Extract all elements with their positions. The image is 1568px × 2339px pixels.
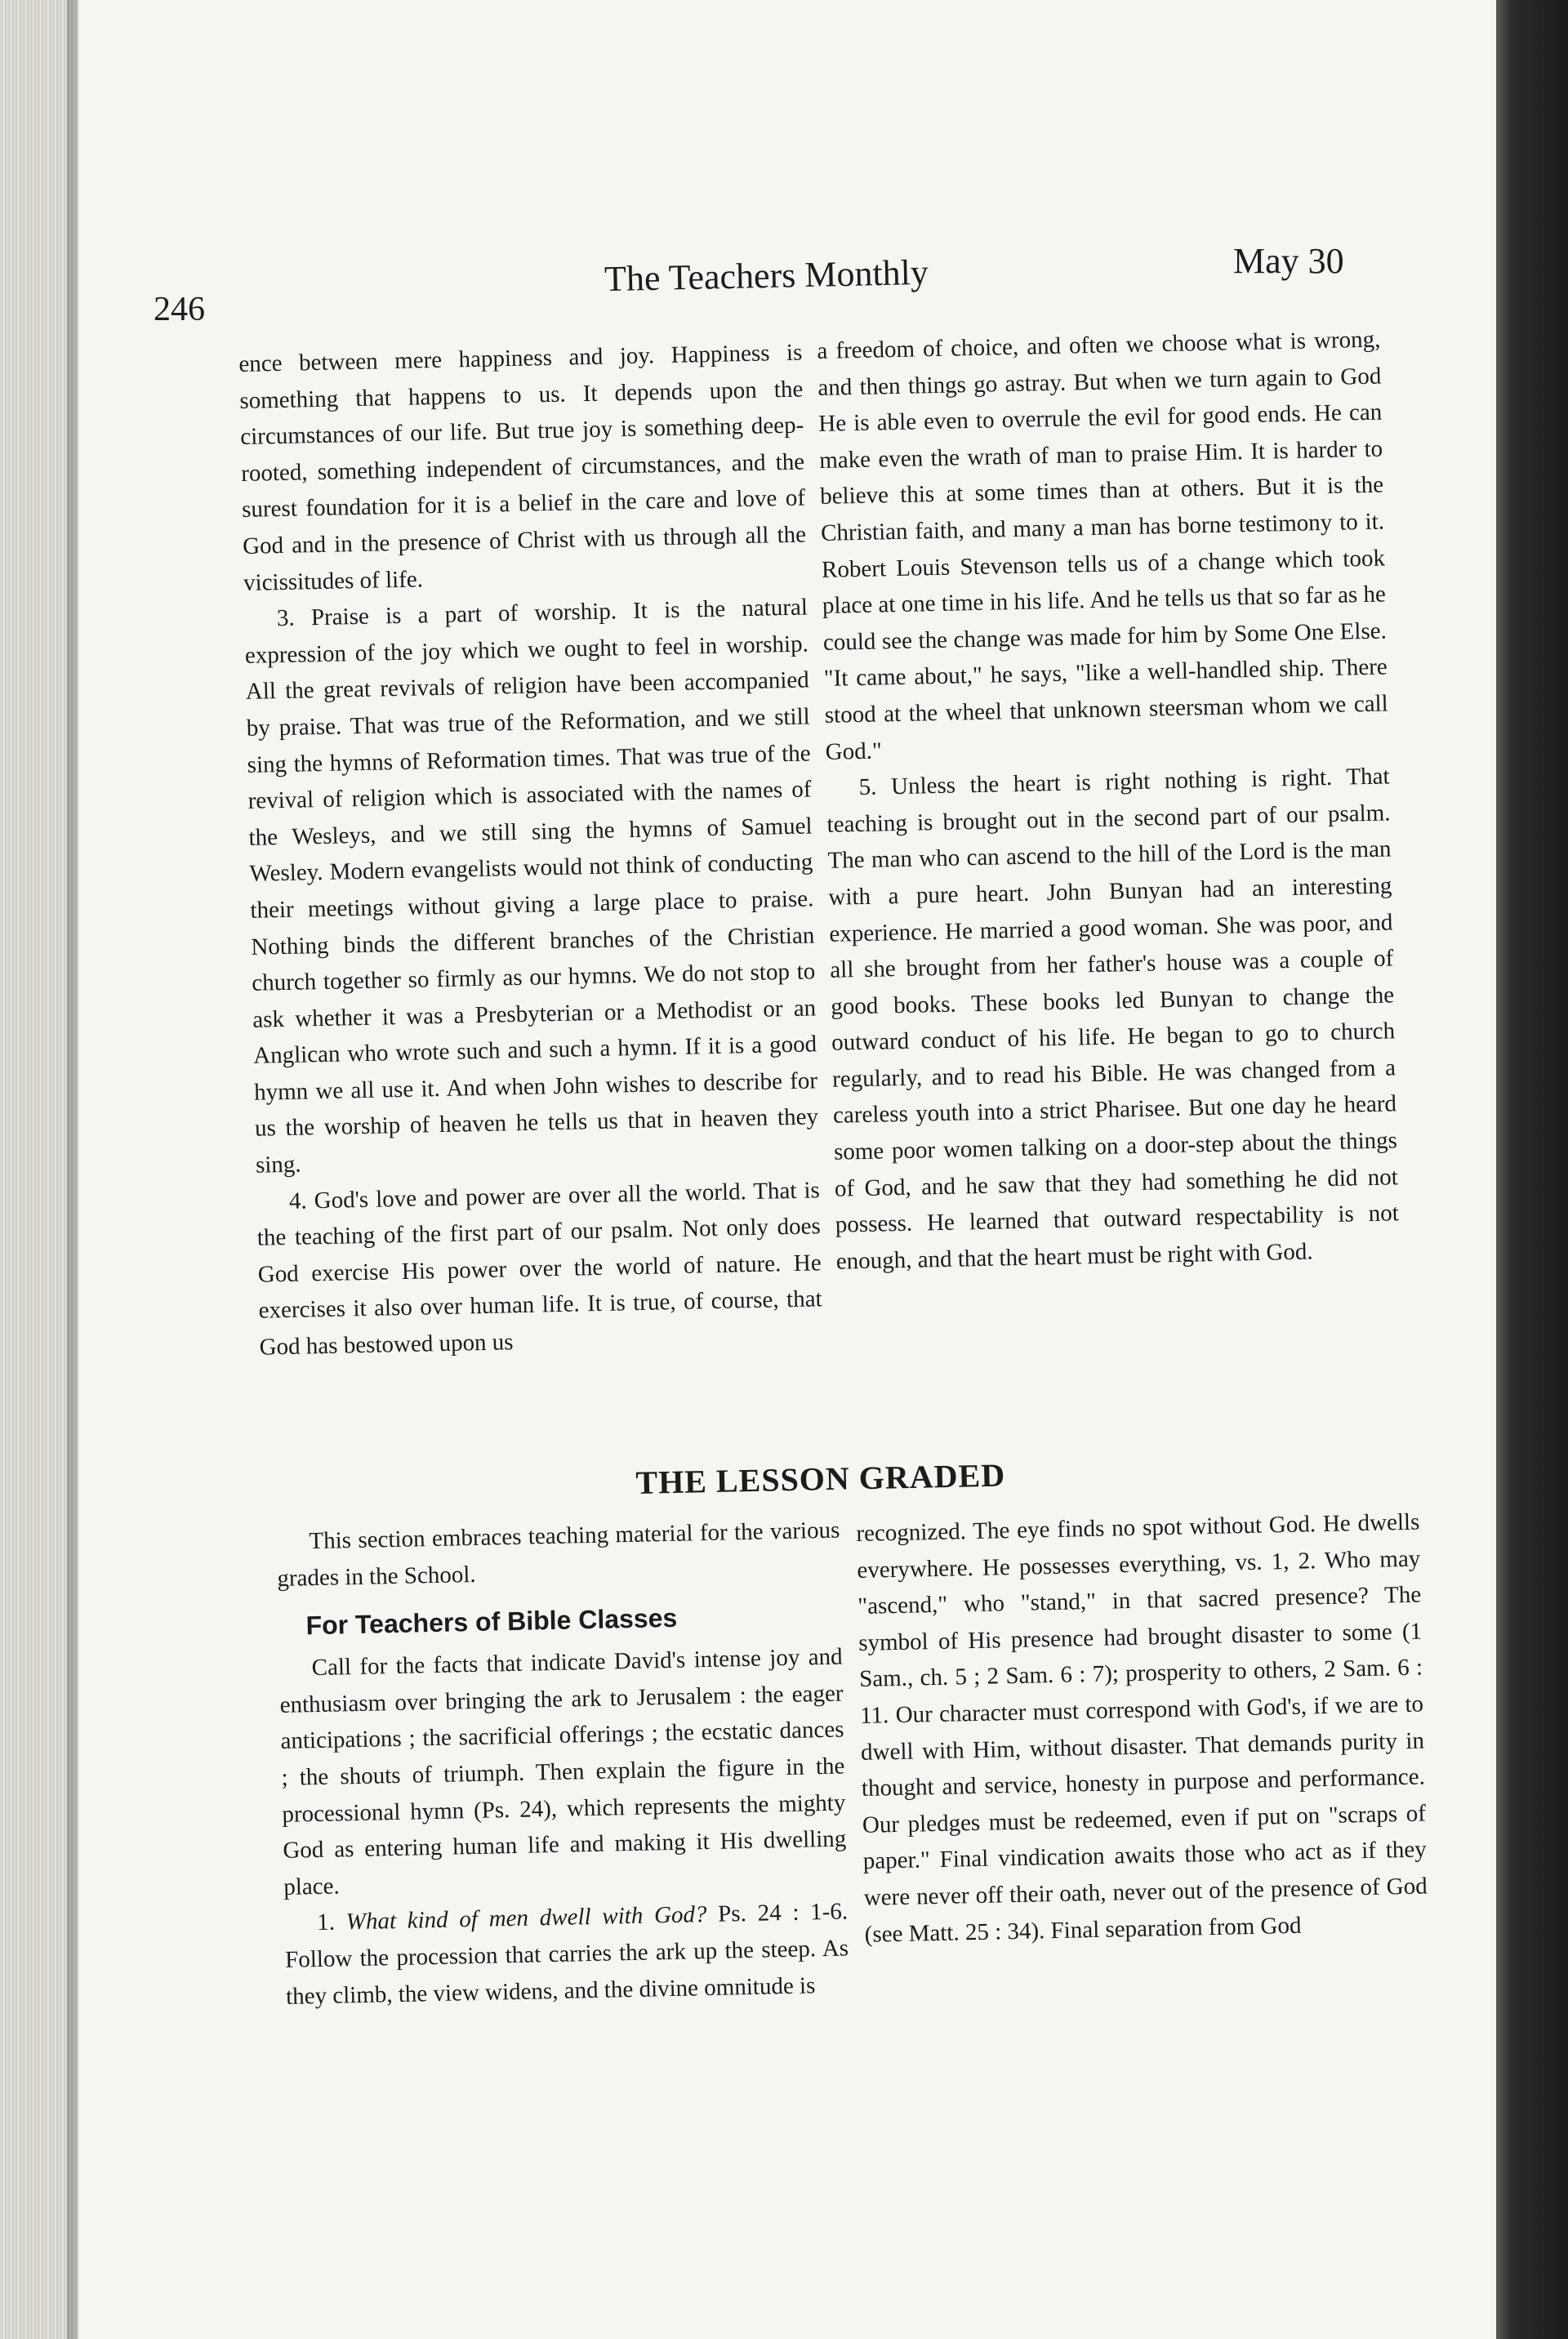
- question-text: What kind of men dwell with God?: [345, 1901, 707, 1936]
- book-cover-edge: [1496, 0, 1568, 2339]
- question-body: Ps. 24 : 1-6. Follow the procession that carries the ark up the steep. As they climb, the view widens, and the divine omnitude is: [284, 1898, 849, 2010]
- paragraph-david-joy: Call for the facts that indicate David's intense joy and enthusiasm over bringing the ark to Jerusalem : the eager anticipations ; the sacrificial offerings ; the ecstatic dances ; the shouts of triumph. Then explain the figure in the processional hymn (Ps. 24), which represents the mighty God as entering human life and making it His dwelling place.: [279, 1643, 847, 1900]
- paragraph-omnitude: recognized. The eye finds no spot without God. He dwells everywhere. He possesses everything, vs. 1, 2. Who may "ascend," who "stand," in that sacred presence? The symbol of His presence had brought disaster to some (1 Sam., ch. 5 ; 2 Sam. 6 : 7); prosperity to others, 2 Sam. 6 : 11. Our character must correspond with God's, if we are to dwell with Him, without disaster. That demands purity in thought and service, honesty in purpose and performance. Our pledges must be redeemed, even if put on "scraps of paper." Final vindication awaits those who act as if they were never off their oath, never out of the presence of God (see Matt. 25 : 34). Final separation from God: [856, 1508, 1428, 1948]
- paragraph-gods-love: 4. God's love and power are over all the world. That is the teaching of the first part of our psalm. Not only does God exercise His power over the world of nature. He exercises it also over human life. It is true, of course, that God has bestowed upon us: [256, 1176, 822, 1361]
- section-intro: This section embraces teaching material for the various grades in the School.: [277, 1517, 840, 1592]
- section-heading: THE LESSON GRADED: [635, 1456, 1006, 1501]
- issue-date: May 30: [1233, 241, 1344, 281]
- paragraph-freedom: a freedom of choice, and often we choose what is wrong, and then things go astray. But when we turn again to God He is able even to overrule the evil for good ends. He can make even the wrath of man to praise Him. It is harder to believe this at some times than at others. But it is the Christian faith, and many a man has borne testimony to it. Robert Louis Stevenson tells us of a change which took place at one time in his life. And he tells us that so far as he could see the change was made for him by Some One Else. "It came about," he says, "like a well-handled ship. There stood at the wheel that unknown steersman whom we call God.": [817, 326, 1388, 765]
- paragraph-continuation: ence between mere happiness and joy. Happiness is something that happens to us. It depends upon the circumstances of our life. But true joy is something deep-rooted, something independent of circumstances, and the surest foundation for it is a belief in the care and love of God and in the presence of Christ with us through all the vicissitudes of life.: [238, 339, 807, 596]
- running-head: The Teachers Monthly: [604, 252, 929, 300]
- top-right-column: [817, 322, 1400, 1281]
- paragraph-praise: 3. Praise is a part of worship. It is the natural expression of the joy which we ought to feel in worship. All the great revivals of religion have been accompanied by praise. That was true of the Reformation, and we still sing the hymns of Reformation times. That was true of the revival of religion which is associated with the names of the Wesleys, and we still sing the hymns of Samuel Wesley. Modern evangelists would not think of conducting their meetings without giving a large place to praise. Nothing binds the different branches of the Christian church together so firmly as our hymns. We do not stop to ask whether it was a Presbyterian or a Methodist or an Anglican who wrote such and such a hymn. If it is a good hymn we all use it. And when John wishes to describe for us the worship of heaven he tells us that in heaven they sing.: [244, 594, 819, 1178]
- top-left-column: [238, 335, 823, 1366]
- subheading-bible-classes: For Teachers of Bible Classes: [305, 1602, 678, 1641]
- paragraph-question: [284, 1894, 850, 2015]
- bottom-left-column: [276, 1513, 849, 2015]
- page-number: 246: [154, 291, 205, 328]
- bottom-right-column: [856, 1504, 1428, 1953]
- question-number: 1.: [316, 1909, 336, 1936]
- paragraph-heart: 5. Unless the heart is right nothing is right. That teaching is brought out in the second part of our psalm. The man who can ascend to the hill of the Lord is the man with a pure heart. John Bunyan had an interesting experience. He married a good woman. She was poor, and all she brought from her father's house was a couple of good books. These books led Bunyan to change the outward conduct of his life. He began to go to church regularly, and to read his Bible. He was changed from a careless youth into a strict Pharisee. But one day he heard some poor women talking on a door-step about the things of God, and he saw that they had something he did not possess. He learned that outward respectability is not enough, and that the heart must be right with God.: [826, 763, 1400, 1275]
